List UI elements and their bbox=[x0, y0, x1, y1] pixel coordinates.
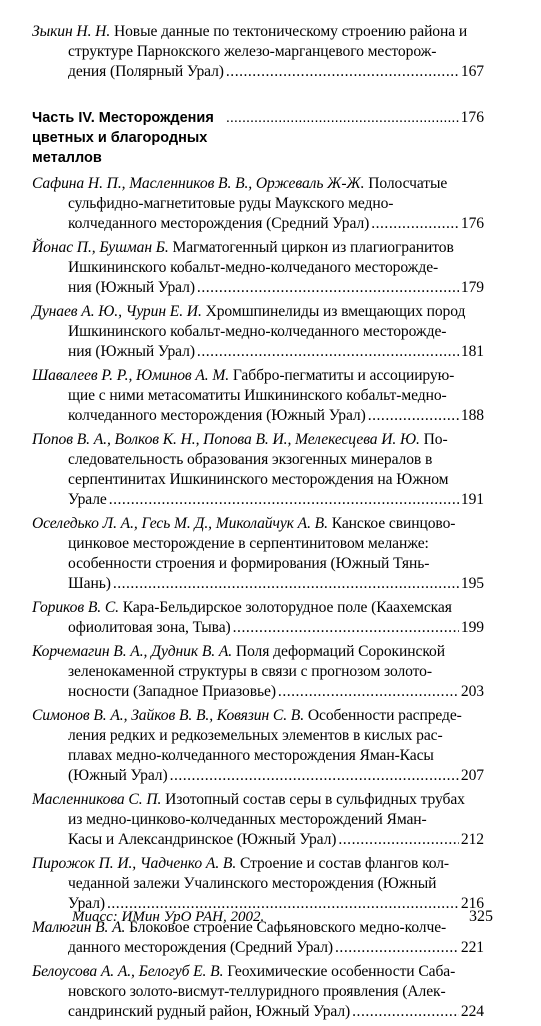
leader-dots bbox=[233, 618, 459, 638]
entry-first-line bbox=[32, 790, 484, 810]
entry-title-start: Особенности распреде- bbox=[307, 707, 462, 724]
entry-title-start: Канское свинцово- bbox=[331, 515, 456, 532]
entry-title-end: офиолитовая зона, Тыва) bbox=[68, 619, 231, 636]
entry-title-line: Ишкининского кобальт-медно-колчеданого месторожде- bbox=[68, 259, 439, 276]
entry-first-line bbox=[32, 430, 484, 450]
entry-page: 216 bbox=[460, 895, 484, 912]
entry-last-line bbox=[32, 62, 484, 82]
entry-last-line bbox=[32, 406, 484, 426]
toc-entry bbox=[32, 962, 484, 1022]
entry-authors: Сафина Н. П., Масленников В. В., Оржеваль Ж-Ж. bbox=[32, 175, 365, 192]
entry-title-start: Поля деформаций Сорокинской bbox=[235, 643, 445, 660]
entry-page: 188 bbox=[460, 407, 484, 424]
entry-last-line bbox=[32, 618, 484, 638]
entry-title-end: Урал) bbox=[68, 895, 105, 912]
entry-last-line bbox=[32, 766, 484, 786]
toc-entry bbox=[32, 598, 484, 638]
toc-entry bbox=[32, 854, 484, 914]
leader-dots bbox=[338, 830, 459, 850]
entry-title-line: серпентинитах Ишкининского месторождения на Южном bbox=[68, 471, 449, 488]
entry-authors: Корчемагин В. А., Дудник В. А. bbox=[32, 643, 233, 660]
entry-authors: Шавалеев Р. Р., Юминов А. М. bbox=[32, 367, 230, 384]
entry-page: 203 bbox=[460, 683, 484, 700]
entry-title-end: колчеданного месторождения (Южный Урал) bbox=[68, 407, 366, 424]
entry-authors: Оселедько Л. А., Гесь М. Д., Миколайчук А. В. bbox=[32, 515, 328, 532]
entry-last-line bbox=[32, 342, 484, 362]
entry-first-line bbox=[32, 22, 484, 42]
entry-authors: Зыкин Н. Н. bbox=[32, 23, 111, 40]
entry-authors: Симонов В. А., Зайков В. В., Ковязин С. В. bbox=[32, 707, 305, 724]
toc-entry bbox=[32, 514, 484, 594]
leader-dots bbox=[109, 490, 459, 510]
entry-first-line bbox=[32, 706, 484, 726]
part-title: Часть IV. Месторождения цветных и благородных металлов bbox=[32, 110, 214, 166]
entry-title-line: следовательность образования экзогенных минералов в bbox=[68, 451, 433, 468]
entry-last-line bbox=[32, 938, 484, 958]
entry-title-end: Касы и Александринское (Южный Урал) bbox=[68, 831, 337, 848]
entry-page: 179 bbox=[460, 279, 484, 296]
entry-title-line: щие с ними метасоматиты Ишкининского кобальт-медно- bbox=[68, 387, 447, 404]
entry-title-end: колчеданного месторождения (Средний Урал) bbox=[68, 215, 370, 232]
toc-entry bbox=[32, 238, 484, 298]
entry-title-line: плавах медно-колчеданного месторождения Яман-Касы bbox=[68, 747, 434, 764]
entry-title-start: Строение и состав флангов кол- bbox=[239, 855, 450, 872]
entry-title-end: носности (Западное Приазовье) bbox=[68, 683, 276, 700]
entry-first-line bbox=[32, 514, 484, 534]
entry-page: 212 bbox=[460, 831, 484, 848]
entry-last-line bbox=[32, 490, 484, 510]
entry-title-end: данного месторождения (Средний Урал) bbox=[68, 939, 334, 956]
entry-authors: Малюгин В. А. bbox=[32, 919, 126, 936]
entry-title-start: Кара-Бельдирское золоторудное поле (Каахемская bbox=[122, 599, 452, 616]
entry-title-line: цинковое месторождение в серпентинитовом меланже: bbox=[68, 535, 429, 552]
entry-title-line: зеленокаменной структуры в связи с прогнозом золото- bbox=[68, 663, 432, 680]
entry-last-line bbox=[32, 214, 484, 234]
entry-last-line bbox=[32, 574, 484, 594]
entry-first-line bbox=[32, 962, 484, 982]
entry-title-start: Изотопный состав серы в сульфидных трубах bbox=[165, 791, 465, 808]
entry-title-line: ления редких и редкоземельных элементов в кислых рас- bbox=[68, 727, 443, 744]
toc-entry bbox=[32, 22, 484, 82]
leader-dots bbox=[352, 1002, 459, 1022]
leader-dots bbox=[278, 682, 459, 702]
entry-page: 224 bbox=[460, 1003, 484, 1020]
leader-dots bbox=[335, 938, 459, 958]
entry-authors: Пирожок П. И., Чадченко А. В. bbox=[32, 855, 237, 872]
entry-title-line: новского золото-висмут-теллуридного проявления (Алек- bbox=[68, 983, 446, 1000]
leader-dots bbox=[368, 406, 459, 426]
entry-title-line: особенности строения и формирования (Южный Тянь- bbox=[68, 555, 430, 572]
entry-first-line bbox=[32, 642, 484, 662]
entry-first-line bbox=[32, 302, 484, 322]
entry-title-start: Геохимические особенности Саба- bbox=[227, 963, 456, 980]
entry-title-start: По- bbox=[423, 431, 448, 448]
leader-dots bbox=[226, 62, 459, 82]
leader-dots bbox=[197, 278, 459, 298]
entry-title-end: ния (Южный Урал) bbox=[68, 343, 195, 360]
toc-entry bbox=[32, 790, 484, 850]
entry-page: 221 bbox=[460, 939, 484, 956]
entry-title-end: сандринский рудный район, Южный Урал) bbox=[68, 1003, 351, 1020]
entry-title-line: сульфидно-магнетитовые руды Маукского медно- bbox=[68, 195, 394, 212]
entry-last-line bbox=[32, 830, 484, 850]
entry-last-line bbox=[32, 278, 484, 298]
entry-first-line bbox=[32, 238, 484, 258]
entry-page: 191 bbox=[460, 491, 484, 508]
leader-dots bbox=[226, 108, 459, 128]
toc-entry bbox=[32, 642, 484, 702]
entry-last-line bbox=[32, 682, 484, 702]
entry-authors: Масленникова С. П. bbox=[32, 791, 162, 808]
entry-first-line bbox=[32, 854, 484, 874]
toc-entry bbox=[32, 174, 484, 234]
toc-entry bbox=[32, 430, 484, 510]
entry-title-line: из медно-цинково-колчеданных месторождений Яман- bbox=[68, 811, 427, 828]
page-footer bbox=[32, 908, 493, 926]
page-number: 325 bbox=[469, 908, 493, 925]
entry-title-end: дения (Полярный Урал) bbox=[68, 63, 224, 80]
entry-title-start: Блоковое строение Сафьяновского медно-колче- bbox=[129, 919, 447, 936]
leader-dots bbox=[371, 214, 459, 234]
entry-first-line bbox=[32, 598, 484, 618]
entry-page: 195 bbox=[460, 575, 484, 592]
entry-title-start: Хромшпинелиды из вмещающих пород bbox=[205, 303, 466, 320]
entry-title-start: Магматогенный циркон из плагиогранитов bbox=[172, 239, 454, 256]
table-of-contents bbox=[32, 22, 484, 1026]
entry-title-line: структуре Парнокского железо-марганцевого месторож- bbox=[68, 43, 437, 60]
entry-page: 207 bbox=[460, 767, 484, 784]
leader-dots bbox=[170, 766, 459, 786]
toc-entry bbox=[32, 302, 484, 362]
entry-authors: Гориков В. С. bbox=[32, 599, 119, 616]
toc-section-part-iv bbox=[32, 174, 484, 1022]
toc-entry bbox=[32, 706, 484, 786]
entry-page: 167 bbox=[460, 63, 484, 80]
entry-page: 199 bbox=[460, 619, 484, 636]
imprint: Миасс: ИМин УрО РАН, 2002. bbox=[72, 909, 265, 925]
entry-title-end: ния (Южный Урал) bbox=[68, 279, 195, 296]
part-page: 176 bbox=[460, 109, 484, 126]
entry-title-line: чеданной залежи Учалинского месторождения (Южный bbox=[68, 875, 437, 892]
entry-authors: Дунаев А. Ю., Чурин Е. И. bbox=[32, 303, 202, 320]
entry-title-start: Габбро-пегматиты и ассоциирую- bbox=[232, 367, 455, 384]
entry-page: 176 bbox=[460, 215, 484, 232]
entry-title-end: (Южный Урал) bbox=[68, 767, 168, 784]
leader-dots bbox=[113, 574, 459, 594]
part-heading bbox=[32, 108, 484, 168]
entry-authors: Белоусова А. А., Белогуб Е. В. bbox=[32, 963, 224, 980]
entry-title-start: Новые данные по тектоническому строению района и bbox=[113, 23, 468, 40]
entry-title-end: Урале bbox=[68, 491, 107, 508]
entry-last-line bbox=[32, 1002, 484, 1022]
leader-dots bbox=[197, 342, 459, 362]
entry-title-line: Ишкининского кобальт-медно-колчеданного месторожде- bbox=[68, 323, 447, 340]
entry-authors: Йонас П., Бушман Б. bbox=[32, 239, 169, 256]
entry-first-line bbox=[32, 174, 484, 194]
entry-title-end: Шань) bbox=[68, 575, 111, 592]
entry-first-line bbox=[32, 366, 484, 386]
entry-title-start: Полосчатые bbox=[368, 175, 448, 192]
toc-entry bbox=[32, 366, 484, 426]
entry-page: 181 bbox=[460, 343, 484, 360]
toc-section-top bbox=[32, 22, 484, 82]
entry-authors: Попов В. А., Волков К. Н., Попова В. И., Мелекесцева И. Ю. bbox=[32, 431, 420, 448]
